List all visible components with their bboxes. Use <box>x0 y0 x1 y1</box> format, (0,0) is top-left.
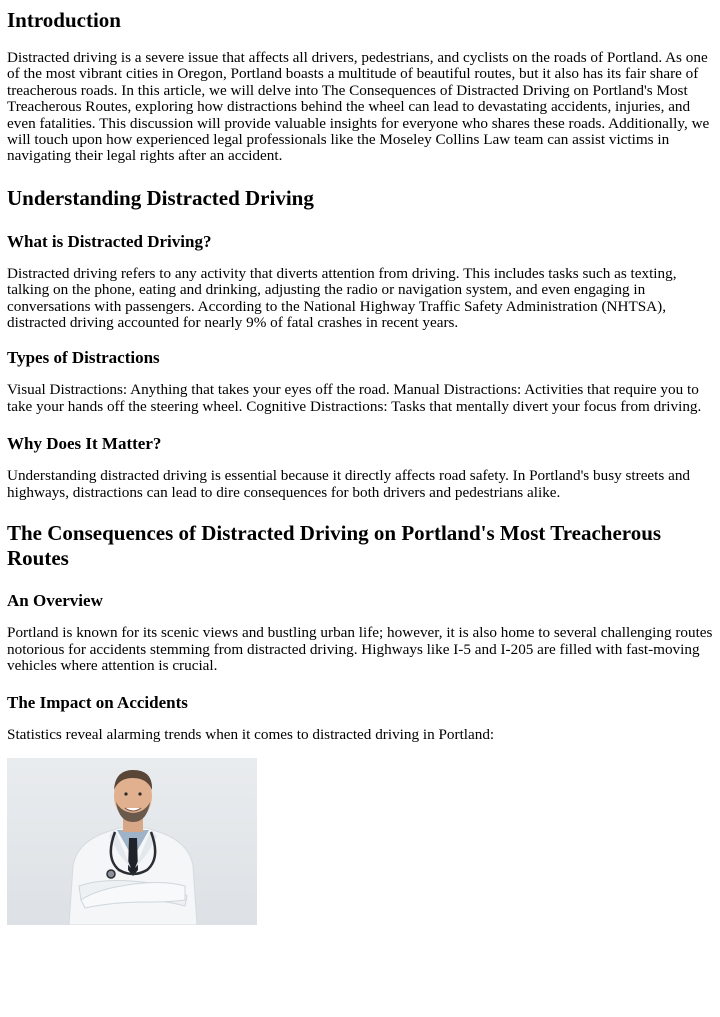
introduction-paragraph: Distracted driving is a severe issue that affects all drivers, pedestrians, and cyclists on the roads of Portland. As one of the most vibrant cities in Oregon, Portland boasts a multitude of beautiful routes, but it also has its fair share of treacherous roads. In this article, we will delve into The Consequences of Distracted Driving on Portland's Most Treacherous Routes, exploring how distractions behind the wheel can lead to devastating accidents, injuries, and even fatalities. This discussion will provide valuable insights for everyone who shares these roads. Additionally, we will touch upon how experienced legal professionals like the Moseley Collins Law team can assist victims in navigating their legal rights after an accident. <box>7 49 710 165</box>
types-paragraph: Visual Distractions: Anything that takes your eyes off the road. Manual Distractions: Activities that require you to take your hands off the steering wheel. Cognitive Distractions: Tasks that mentally divert your focus from driving. <box>7 381 702 415</box>
what-is-paragraph: Distracted driving refers to any activity that diverts attention from driving. This includes tasks such as texting, talking on the phone, eating and drinking, adjusting the radio or navigation system, and even engaging in conversations with passengers. According to the National Highway Traffic Safety Administration (NHTSA), distracted driving accounted for nearly 9% of fatal crashes in recent years. <box>7 264 677 332</box>
doctor-illustration <box>7 758 257 925</box>
why-matter-paragraph: Understanding distracted driving is essential because it directly affects road safety. In Portland's busy streets and highways, distractions can lead to dire consequences for both drivers and pedestrians alike. <box>7 467 691 501</box>
understanding-heading: Understanding Distracted Driving <box>7 185 314 210</box>
doctor-photo <box>7 758 257 925</box>
impact-heading: The Impact on Accidents <box>7 693 188 713</box>
consequences-heading: The Consequences of Distracted Driving on Portland's Most Treacherous Routes <box>7 521 662 570</box>
types-heading: Types of Distractions <box>7 348 160 368</box>
impact-paragraph: Statistics reveal alarming trends when it comes to distracted driving in Portland: <box>7 726 495 744</box>
overview-paragraph: Portland is known for its scenic views and bustling urban life; however, it is also home to several challenging routes notorious for accidents stemming from distracted driving. Highways like I-5 and I-205 are filled with fast-moving vehicles where attention is crucial. <box>7 624 713 674</box>
introduction-heading: Introduction <box>7 8 121 32</box>
why-matter-heading: Why Does It Matter? <box>7 434 162 454</box>
overview-heading: An Overview <box>7 591 103 611</box>
what-is-heading: What is Distracted Driving? <box>7 231 212 251</box>
